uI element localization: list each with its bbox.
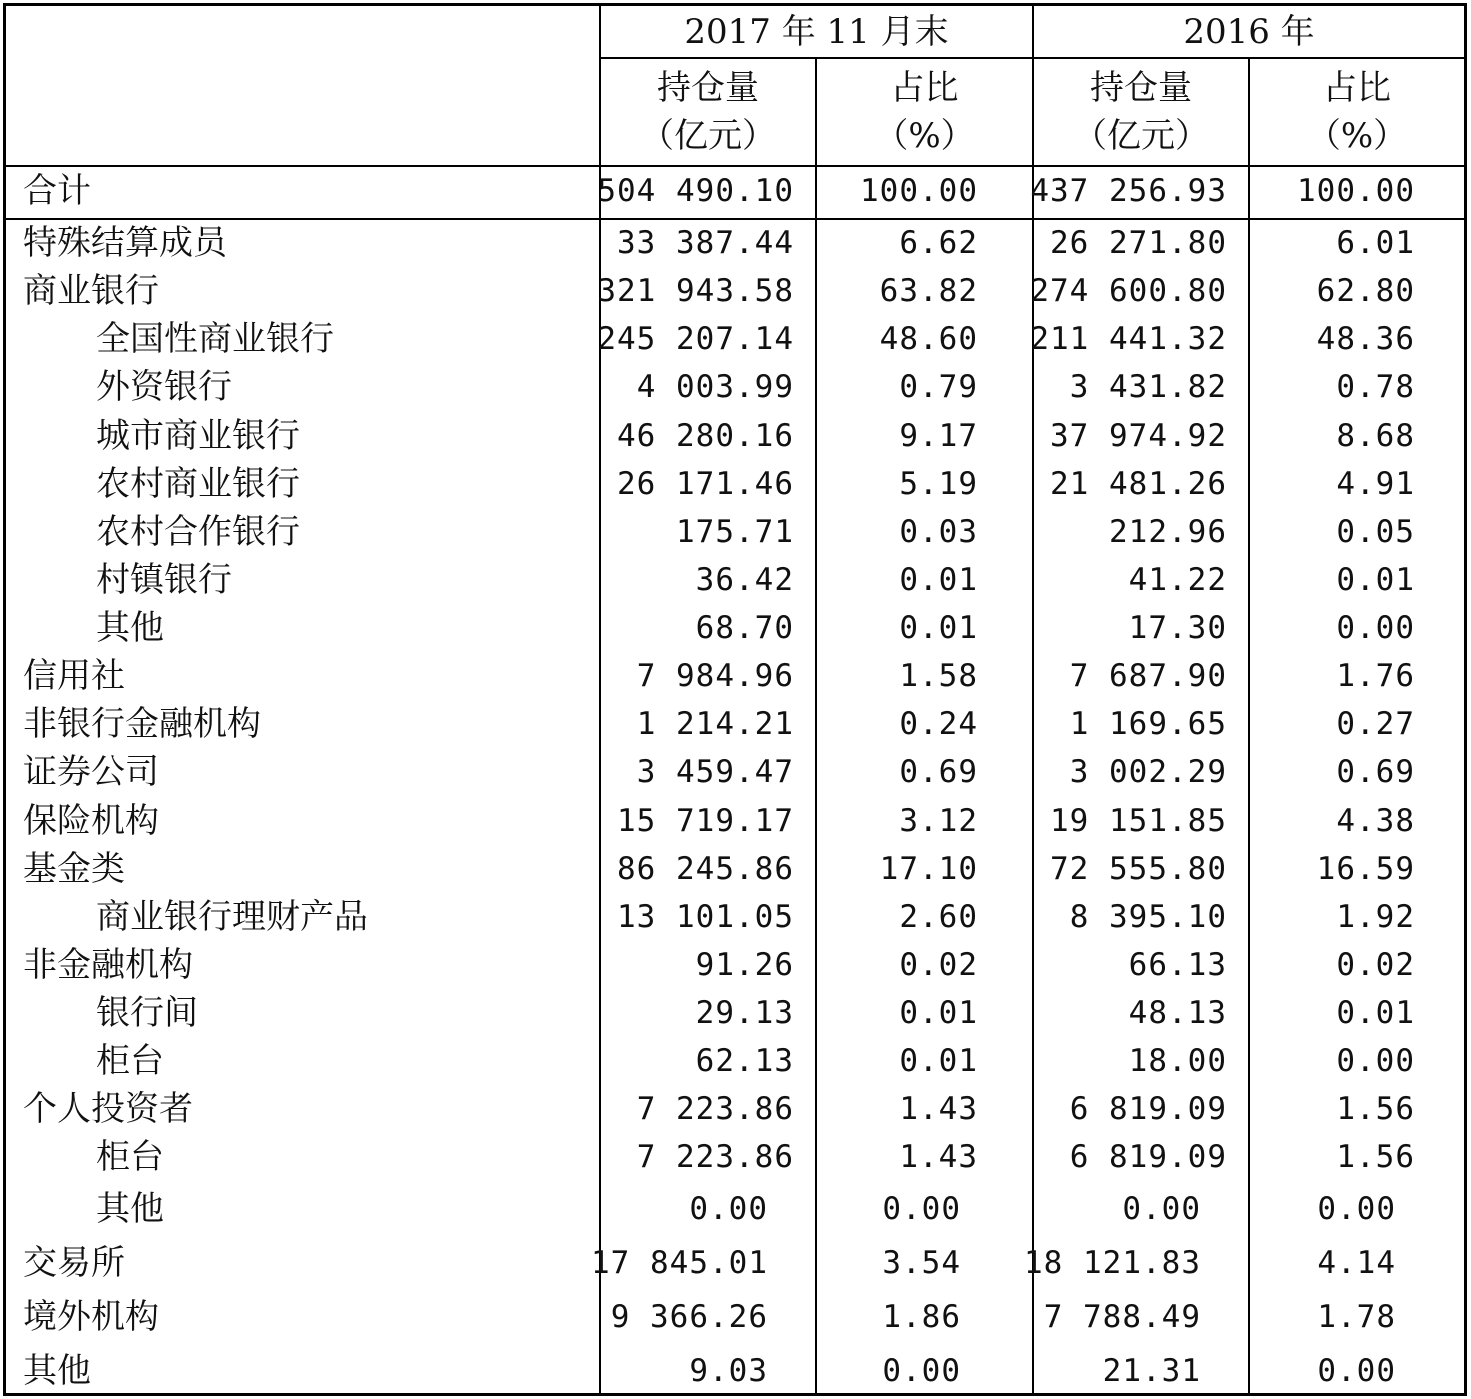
cell-holding-2017: 504 490.10 xyxy=(597,173,794,209)
cell-holding-2016: 7 687.90 xyxy=(1069,658,1227,694)
cell-share-2017: 0.03 xyxy=(899,514,978,550)
cell-share-2017: 1.43 xyxy=(899,1139,978,1175)
row-label: 银行间 xyxy=(96,993,198,1033)
cell-holding-2017: 68.70 xyxy=(695,610,794,646)
holdings-table xyxy=(3,3,1467,1396)
row-label: 其他 xyxy=(96,1189,164,1229)
cell-holding-2016: 72 555.80 xyxy=(1050,851,1227,887)
cell-share-2017: 0.69 xyxy=(899,754,978,790)
row-label: 证券公司 xyxy=(23,752,159,792)
cell-share-2017: 0.01 xyxy=(899,562,978,598)
cell-holding-2016: 18 121.83 xyxy=(1024,1245,1201,1281)
col-share-2017-unit: （%） xyxy=(874,116,975,156)
row-label: 信用社 xyxy=(23,656,125,696)
cell-share-2016: 1.78 xyxy=(1317,1299,1396,1335)
cell-share-2016: 8.68 xyxy=(1336,418,1415,454)
row-label: 全国性商业银行 xyxy=(96,319,334,359)
cell-share-2016: 62.80 xyxy=(1316,273,1415,309)
cell-holding-2016: 6 819.09 xyxy=(1069,1091,1227,1127)
header-divider xyxy=(599,57,1464,59)
cell-holding-2017: 9 366.26 xyxy=(610,1299,768,1335)
cell-holding-2017: 7 223.86 xyxy=(636,1139,794,1175)
cell-share-2017: 0.01 xyxy=(899,1043,978,1079)
cell-share-2017: 3.54 xyxy=(882,1245,961,1281)
cell-holding-2016: 48.13 xyxy=(1128,995,1227,1031)
cell-share-2017: 48.60 xyxy=(879,321,978,357)
cell-share-2016: 0.27 xyxy=(1336,706,1415,742)
column-divider xyxy=(1032,6,1034,1393)
cell-holding-2017: 26 171.46 xyxy=(617,466,794,502)
cell-holding-2016: 274 600.80 xyxy=(1030,273,1227,309)
cell-holding-2017: 245 207.14 xyxy=(597,321,794,357)
cell-share-2017: 0.02 xyxy=(899,947,978,983)
cell-share-2016: 4.38 xyxy=(1336,803,1415,839)
cell-holding-2017: 7 223.86 xyxy=(636,1091,794,1127)
row-label: 非银行金融机构 xyxy=(23,704,261,744)
row-label: 个人投资者 xyxy=(23,1089,193,1129)
cell-share-2017: 3.12 xyxy=(899,803,978,839)
cell-share-2016: 100.00 xyxy=(1297,173,1415,209)
row-label: 城市商业银行 xyxy=(96,416,300,456)
col-share-2016-title: 占比 xyxy=(1323,68,1391,108)
cell-holding-2017: 175.71 xyxy=(676,514,794,550)
cell-share-2016: 4.91 xyxy=(1336,466,1415,502)
col-holding-2016-title: 持仓量 xyxy=(1090,68,1192,108)
row-label: 境外机构 xyxy=(23,1297,159,1337)
row-label: 保险机构 xyxy=(23,801,159,841)
row-label: 特殊结算成员 xyxy=(23,223,227,263)
row-label: 商业银行理财产品 xyxy=(96,897,368,937)
cell-share-2017: 0.01 xyxy=(899,610,978,646)
row-label: 交易所 xyxy=(23,1243,125,1283)
cell-holding-2016: 21.31 xyxy=(1102,1353,1201,1389)
cell-share-2017: 100.00 xyxy=(860,173,978,209)
cell-share-2016: 0.00 xyxy=(1317,1191,1396,1227)
cell-share-2016: 1.92 xyxy=(1336,899,1415,935)
cell-share-2017: 0.79 xyxy=(899,369,978,405)
cell-share-2017: 1.43 xyxy=(899,1091,978,1127)
cell-share-2017: 0.00 xyxy=(882,1191,961,1227)
header-bottom-rule xyxy=(6,165,1464,167)
col-holding-2016-unit: （亿元） xyxy=(1073,116,1209,156)
cell-holding-2016: 37 974.92 xyxy=(1050,418,1227,454)
cell-share-2017: 5.19 xyxy=(899,466,978,502)
cell-holding-2016: 0.00 xyxy=(1122,1191,1201,1227)
cell-share-2017: 0.24 xyxy=(899,706,978,742)
column-divider xyxy=(599,6,601,1393)
cell-share-2016: 6.01 xyxy=(1336,225,1415,261)
row-label: 柜台 xyxy=(96,1137,164,1177)
cell-holding-2017: 0.00 xyxy=(689,1191,768,1227)
row-label: 柜台 xyxy=(96,1041,164,1081)
col-holding-2017-unit: （亿元） xyxy=(640,116,776,156)
cell-holding-2017: 86 245.86 xyxy=(617,851,794,887)
cell-holding-2017: 13 101.05 xyxy=(617,899,794,935)
row-label: 农村商业银行 xyxy=(96,464,300,504)
cell-holding-2016: 19 151.85 xyxy=(1050,803,1227,839)
cell-holding-2016: 8 395.10 xyxy=(1069,899,1227,935)
cell-share-2016: 48.36 xyxy=(1316,321,1415,357)
cell-share-2017: 17.10 xyxy=(879,851,978,887)
row-label: 非金融机构 xyxy=(23,945,193,985)
cell-share-2016: 4.14 xyxy=(1317,1245,1396,1281)
cell-holding-2016: 212.96 xyxy=(1109,514,1227,550)
cell-holding-2016: 6 819.09 xyxy=(1069,1139,1227,1175)
cell-holding-2017: 9.03 xyxy=(689,1353,768,1389)
cell-share-2017: 0.00 xyxy=(882,1353,961,1389)
row-label: 其他 xyxy=(23,1351,91,1391)
cell-share-2016: 1.76 xyxy=(1336,658,1415,694)
cell-share-2016: 1.56 xyxy=(1336,1091,1415,1127)
cell-share-2016: 1.56 xyxy=(1336,1139,1415,1175)
col-holding-2017-title: 持仓量 xyxy=(657,68,759,108)
cell-share-2016: 0.00 xyxy=(1336,1043,1415,1079)
cell-holding-2017: 17 845.01 xyxy=(591,1245,768,1281)
cell-holding-2017: 321 943.58 xyxy=(597,273,794,309)
cell-share-2016: 0.02 xyxy=(1336,947,1415,983)
cell-share-2016: 0.00 xyxy=(1336,610,1415,646)
cell-holding-2016: 18.00 xyxy=(1128,1043,1227,1079)
cell-holding-2016: 3 002.29 xyxy=(1069,754,1227,790)
cell-share-2017: 2.60 xyxy=(899,899,978,935)
row-label: 合计 xyxy=(23,171,91,211)
cell-share-2016: 16.59 xyxy=(1316,851,1415,887)
cell-share-2016: 0.78 xyxy=(1336,369,1415,405)
cell-share-2016: 0.05 xyxy=(1336,514,1415,550)
cell-holding-2017: 15 719.17 xyxy=(617,803,794,839)
cell-share-2017: 6.62 xyxy=(899,225,978,261)
row-label: 农村合作银行 xyxy=(96,512,300,552)
cell-holding-2016: 66.13 xyxy=(1128,947,1227,983)
cell-share-2016: 0.01 xyxy=(1336,995,1415,1031)
cell-holding-2017: 7 984.96 xyxy=(636,658,794,694)
cell-holding-2017: 33 387.44 xyxy=(617,225,794,261)
cell-holding-2016: 3 431.82 xyxy=(1069,369,1227,405)
cell-holding-2016: 7 788.49 xyxy=(1043,1299,1201,1335)
cell-holding-2017: 36.42 xyxy=(695,562,794,598)
cell-holding-2017: 91.26 xyxy=(695,947,794,983)
cell-holding-2016: 211 441.32 xyxy=(1030,321,1227,357)
col-share-2017-title: 占比 xyxy=(890,68,959,108)
period-header-2016: 2016 年 xyxy=(1183,12,1315,52)
cell-holding-2016: 21 481.26 xyxy=(1050,466,1227,502)
period-header-2017: 2017 年 11 月末 xyxy=(684,12,949,52)
row-label: 商业银行 xyxy=(23,271,159,311)
cell-share-2016: 0.01 xyxy=(1336,562,1415,598)
cell-holding-2016: 437 256.93 xyxy=(1030,173,1227,209)
cell-holding-2017: 1 214.21 xyxy=(636,706,794,742)
cell-holding-2017: 29.13 xyxy=(695,995,794,1031)
cell-holding-2017: 3 459.47 xyxy=(636,754,794,790)
row-label: 其他 xyxy=(96,608,164,648)
cell-share-2017: 1.58 xyxy=(899,658,978,694)
cell-share-2017: 1.86 xyxy=(882,1299,961,1335)
cell-share-2017: 0.01 xyxy=(899,995,978,1031)
cell-share-2017: 63.82 xyxy=(879,273,978,309)
cell-holding-2017: 4 003.99 xyxy=(636,369,794,405)
cell-holding-2016: 41.22 xyxy=(1128,562,1227,598)
cell-holding-2016: 1 169.65 xyxy=(1069,706,1227,742)
cell-share-2017: 9.17 xyxy=(899,418,978,454)
row-label: 外资银行 xyxy=(96,367,232,407)
cell-share-2016: 0.69 xyxy=(1336,754,1415,790)
cell-holding-2016: 26 271.80 xyxy=(1050,225,1227,261)
cell-holding-2016: 17.30 xyxy=(1128,610,1227,646)
col-share-2016-unit: （%） xyxy=(1306,116,1408,156)
cell-holding-2017: 46 280.16 xyxy=(617,418,794,454)
row-label: 村镇银行 xyxy=(96,560,232,600)
row-label: 基金类 xyxy=(23,849,125,889)
cell-share-2016: 0.00 xyxy=(1317,1353,1396,1389)
cell-holding-2017: 62.13 xyxy=(695,1043,794,1079)
